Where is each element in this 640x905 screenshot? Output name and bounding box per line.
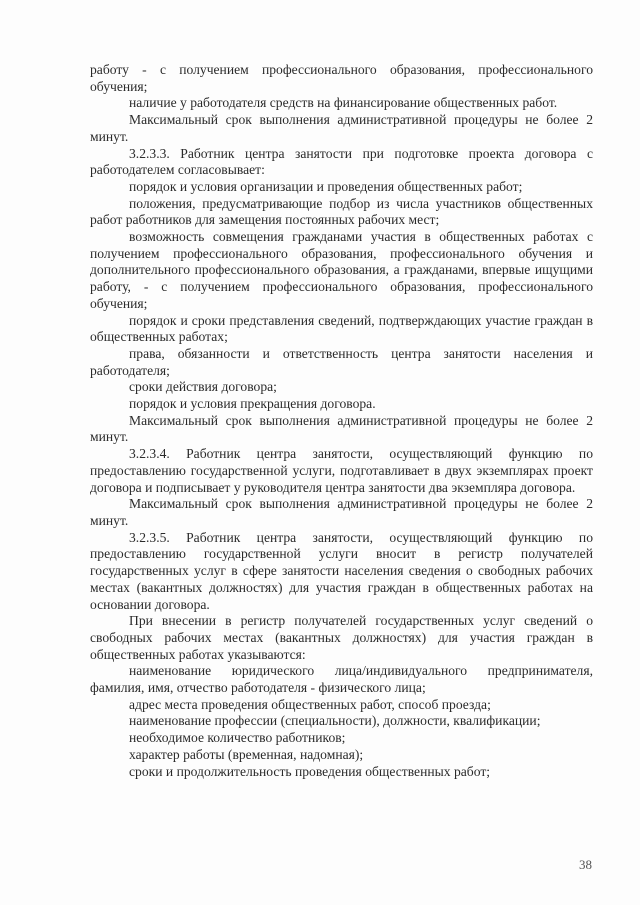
paragraph: сроки действия договора; bbox=[129, 379, 277, 395]
paragraph: возможность совмещения гражданами участия в общественных работах с получением профессионального образования, профессионального обучения и дополнительного профессионального образования, а гражданами, впервые ищущими работу, - с получением профессионального образования, профессионального обучения; bbox=[90, 229, 593, 311]
document-body bbox=[90, 62, 593, 780]
paragraph: порядок и условия прекращения договора. bbox=[129, 396, 376, 412]
paragraph: При внесении в регистр получателей государственных услуг сведений о свободных рабочих местах (вакантных должностях) для участия граждан в общественных работах указываются: bbox=[90, 613, 593, 662]
paragraph: работу - с получением профессионального образования, профессионального обучения; bbox=[90, 62, 593, 94]
paragraph: 3.2.3.4. Работник центра занятости, осуществляющий функцию по предоставлению государственной услуги, подготавливает в двух экземплярах проект договора и подписывает у руководителя центра занятости два экземпляра договора. bbox=[90, 446, 593, 495]
paragraph: порядок и условия организации и проведения общественных работ; bbox=[129, 178, 523, 194]
paragraph: положения, предусматривающие подбор из числа участников общественных работ работников для замещения постоянных рабочих мест; bbox=[90, 195, 593, 228]
paragraph: наличие у работодателя средств на финансирование общественных работ. bbox=[129, 95, 558, 111]
paragraph: порядок и сроки представления сведений, подтверждающих участие граждан в общественных работах; bbox=[90, 312, 593, 345]
paragraph: сроки и продолжительность проведения общественных работ; bbox=[129, 763, 491, 779]
paragraph: Максимальный срок выполнения административной процедуры не более 2 минут. bbox=[90, 112, 593, 144]
paragraph: характер работы (временная, надомная); bbox=[129, 746, 364, 762]
page-number: 38 bbox=[579, 857, 592, 872]
paragraph: наименование профессии (специальности), должности, квалификации; bbox=[129, 713, 541, 729]
paragraph: Максимальный срок выполнения административной процедуры не более 2 минут. bbox=[90, 496, 593, 528]
paragraph: наименование юридического лица/индивидуального предпринимателя, фамилия, имя, отчество работодателя - физического лица; bbox=[90, 663, 593, 696]
paragraph: необходимое количество работников; bbox=[129, 730, 346, 746]
paragraph: 3.2.3.3. Работник центра занятости при подготовке проекта договора с работодателем согласовывает: bbox=[90, 145, 593, 178]
paragraph: 3.2.3.5. Работник центра занятости, осуществляющий функцию по предоставлению государственной услуги вносит в регистр получателей государственных услуг в сфере занятости населения сведения о свободных рабочих местах (вакантных должностях) для участия граждан в общественных работах на основании договора. bbox=[90, 529, 593, 612]
paragraph: адрес места проведения общественных работ, способ проезда; bbox=[129, 696, 491, 712]
paragraph: Максимальный срок выполнения административной процедуры не более 2 минут. bbox=[90, 412, 593, 445]
paragraph: права, обязанности и ответственность центра занятости населения и работодателя; bbox=[90, 345, 593, 378]
